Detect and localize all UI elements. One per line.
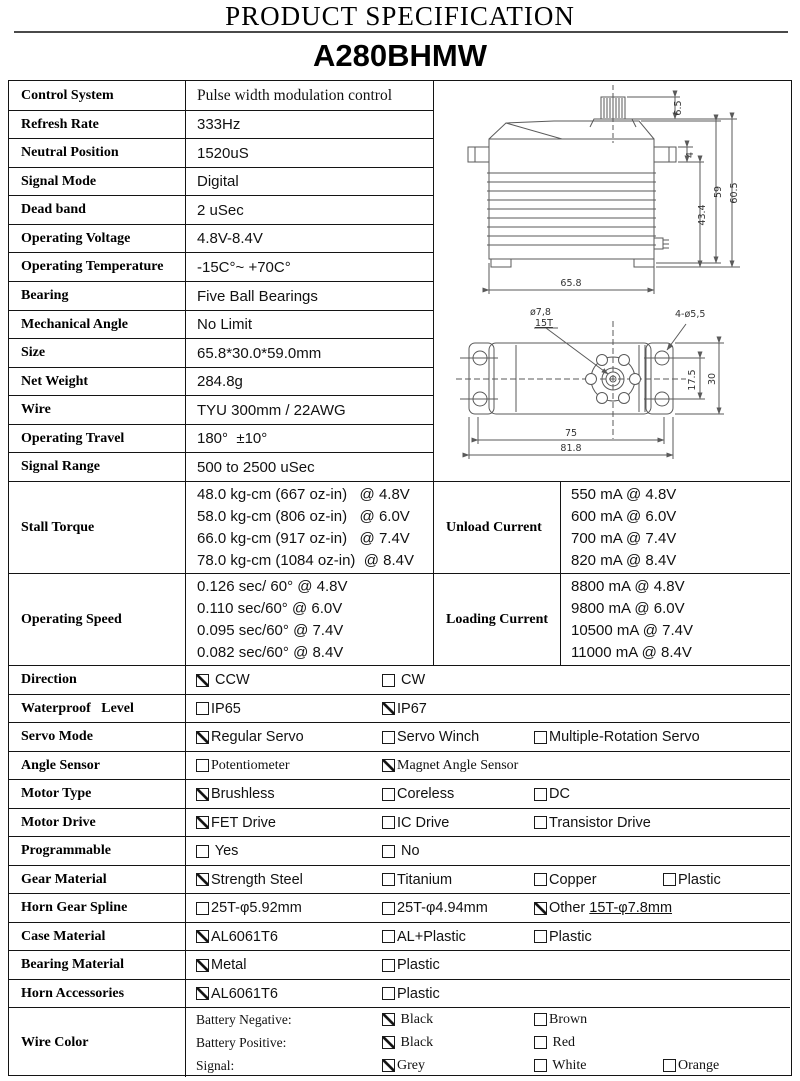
table-row — [9, 1007, 790, 1077]
checkbox-row-label: Motor Type — [9, 780, 186, 808]
table-row — [9, 110, 434, 138]
checkbox-options-cell — [186, 780, 790, 808]
checkbox-option — [196, 815, 276, 831]
checkbox-unchecked-icon — [534, 873, 547, 886]
option-label-underlined: 15T-φ7.8mm — [589, 900, 673, 916]
table-row — [9, 694, 790, 722]
spec-label: Bearing — [9, 282, 186, 310]
option-label: Yes — [211, 843, 239, 859]
option-label: AL+Plastic — [397, 928, 466, 945]
table-row — [9, 252, 434, 281]
option-label: Transistor Drive — [549, 814, 651, 831]
checkbox-option — [534, 1035, 575, 1051]
checkbox-option — [382, 729, 479, 745]
spec-table — [8, 80, 792, 1076]
checkbox-unchecked-icon — [382, 731, 395, 744]
dimension-label: 65.8 — [560, 278, 582, 289]
dimension-label: ø7,8 — [530, 307, 551, 318]
checkbox-option — [382, 843, 420, 859]
technical-drawing — [434, 81, 790, 480]
option-label: Coreless — [397, 786, 455, 802]
checkbox-checked-icon — [382, 1059, 395, 1072]
perf-line: 9800 mA @ 6.0V — [571, 600, 685, 617]
checkbox-row-label: Case Material — [9, 923, 186, 950]
checkbox-unchecked-icon — [382, 816, 395, 829]
spec-value: 1520uS — [197, 144, 249, 162]
table-row — [9, 573, 790, 665]
checkbox-unchecked-icon — [382, 674, 395, 687]
checkbox-option — [534, 786, 570, 802]
spec-value: 2 uSec — [197, 201, 244, 219]
checkbox-option — [382, 1012, 433, 1028]
table-row — [9, 367, 434, 395]
checkbox-options-cell — [186, 723, 790, 751]
perf-line: 0.095 sec/60° @ 7.4V — [197, 622, 344, 639]
option-label: Copper — [549, 871, 597, 888]
checkbox-row-label: Direction — [9, 666, 186, 694]
option-label: Brushless — [211, 786, 275, 802]
checkbox-option — [534, 815, 651, 831]
checkbox-unchecked-icon — [534, 731, 547, 744]
checkbox-options-cell — [186, 894, 790, 922]
option-label: AL6061T6 — [211, 928, 278, 945]
checkbox-unchecked-icon — [663, 873, 676, 886]
option-label: CW — [397, 672, 426, 688]
checkbox-checked-icon — [196, 731, 209, 744]
checkbox-unchecked-icon — [534, 1036, 547, 1049]
checkbox-checked-icon — [382, 1036, 395, 1049]
perf-left-label: Operating Speed — [9, 574, 186, 665]
spec-value: No Limit — [197, 316, 253, 333]
checkbox-unchecked-icon — [382, 902, 395, 915]
checkbox-checked-icon — [196, 959, 209, 972]
checkbox-option — [534, 900, 672, 916]
option-label: Plastic — [678, 871, 721, 888]
option-label: AL6061T6 — [211, 985, 278, 1002]
option-label: Strength Steel — [211, 871, 303, 888]
checkbox-unchecked-icon — [196, 702, 209, 715]
option-label: Red — [549, 1034, 576, 1050]
perf-line: 58.0 kg-cm (806 oz-in) @ 6.0V — [197, 508, 410, 525]
spec-label: Operating Voltage — [9, 225, 186, 252]
dimension-label: 59 — [713, 185, 724, 199]
checkbox-unchecked-icon — [534, 1059, 547, 1072]
option-label: Grey — [397, 1057, 425, 1073]
perf-right-values — [561, 482, 790, 573]
perf-line: 78.0 kg-cm (1084 oz-in) @ 8.4V — [197, 552, 414, 569]
perf-line: 820 mA @ 8.4V — [571, 552, 677, 569]
spec-value: 180° ±10° — [197, 430, 268, 447]
option-label: Black — [397, 1034, 434, 1050]
dimension-label: 81.8 — [560, 443, 582, 454]
checkbox-unchecked-icon — [196, 845, 209, 858]
spec-value: 65.8*30.0*59.0mm — [197, 344, 322, 362]
perf-line: 600 mA @ 6.0V — [571, 508, 677, 525]
perf-line: 0.110 sec/60° @ 6.0V — [197, 600, 343, 617]
table-row — [9, 224, 434, 252]
checkbox-options-cell — [186, 866, 790, 893]
option-label: Black — [397, 1011, 434, 1027]
checkbox-option — [382, 1035, 433, 1051]
checkbox-option — [196, 900, 302, 916]
spec-label: Wire — [9, 396, 186, 424]
table-row — [9, 310, 434, 338]
perf-line: 11000 mA @ 8.4V — [571, 644, 692, 661]
checkbox-checked-icon — [382, 1013, 395, 1026]
checkbox-checked-icon — [196, 873, 209, 886]
perf-line: 550 mA @ 4.8V — [571, 486, 677, 503]
checkbox-checked-icon — [534, 902, 547, 915]
checkbox-option — [196, 872, 303, 888]
spec-label: Net Weight — [9, 368, 186, 395]
dimension-label: 4-ø5,5 — [675, 309, 706, 320]
checkbox-unchecked-icon — [382, 788, 395, 801]
checkbox-checked-icon — [196, 987, 209, 1000]
checkbox-row-label: Bearing Material — [9, 951, 186, 979]
option-label: Potentiometer — [211, 757, 290, 773]
option-label: Titanium — [397, 871, 453, 888]
table-row — [9, 665, 790, 694]
checkbox-option — [534, 929, 592, 945]
checkbox-row-label: Waterproof Level — [9, 695, 186, 722]
checkbox-option — [382, 929, 466, 945]
checkbox-option — [534, 1012, 587, 1028]
checkbox-option — [663, 872, 721, 888]
dimension-label: 60.5 — [729, 182, 740, 204]
checkbox-unchecked-icon — [382, 987, 395, 1000]
table-row — [9, 779, 790, 808]
checkbox-option — [382, 986, 440, 1002]
option-label: Plastic — [549, 928, 592, 945]
table-row — [9, 922, 790, 950]
table-row — [9, 81, 434, 110]
perf-line: 0.126 sec/ 60° @ 4.8V — [197, 578, 348, 595]
checkbox-options-cell — [186, 951, 790, 979]
title-divider — [14, 31, 788, 33]
spec-value: 500 to 2500 uSec — [197, 458, 315, 476]
wire-color-line — [186, 1054, 790, 1077]
wire-color-line — [186, 1031, 790, 1054]
checkbox-option — [196, 701, 241, 717]
option-label: DC — [549, 786, 570, 802]
perf-line: 8800 mA @ 4.8V — [571, 578, 685, 595]
perf-line: 700 mA @ 7.4V — [571, 530, 677, 547]
dimension-label: 43.4 — [697, 204, 708, 226]
spec-label: Signal Mode — [9, 168, 186, 195]
checkbox-options-cell — [186, 666, 790, 694]
checkbox-options-cell — [186, 837, 790, 865]
checkbox-unchecked-icon — [534, 1013, 547, 1026]
spec-value: Digital — [197, 173, 239, 190]
option-label: Regular Servo — [211, 729, 304, 745]
perf-right-label: Unload Current — [434, 482, 561, 573]
option-label: IP65 — [211, 700, 241, 717]
spec-value: 333Hz — [197, 116, 241, 133]
spec-value: 4.8V-8.4V — [197, 230, 263, 247]
checkbox-option — [382, 786, 454, 802]
spec-label: Dead band — [9, 196, 186, 224]
dimension-label: 30 — [707, 372, 718, 386]
checkbox-option — [196, 957, 246, 973]
spec-label: Size — [9, 339, 186, 367]
perf-right-label: Loading Current — [434, 574, 561, 665]
dimension-label: 15T — [535, 318, 553, 329]
perf-left-values — [186, 482, 434, 573]
table-row — [9, 138, 434, 167]
table-row — [9, 979, 790, 1007]
table-row — [9, 195, 434, 224]
dimension-labels — [530, 100, 740, 454]
model-name: A280BHMW — [313, 38, 487, 73]
option-label: Brown — [549, 1011, 588, 1027]
spec-value: 284.8g — [197, 373, 243, 390]
technical-drawing-cell — [433, 81, 790, 481]
checkbox-option — [534, 1058, 586, 1074]
table-row — [9, 751, 790, 779]
option-label: 25T-φ5.92mm — [211, 900, 302, 916]
checkbox-checked-icon — [196, 816, 209, 829]
side-view-drawing — [468, 85, 740, 294]
option-label: Metal — [211, 957, 247, 973]
checkbox-unchecked-icon — [196, 759, 209, 772]
table-row — [9, 424, 434, 452]
spec-label: Mechanical Angle — [9, 311, 186, 338]
checkbox-checked-icon — [196, 674, 209, 687]
checkbox-options-cell — [186, 752, 790, 779]
checkbox-unchecked-icon — [534, 930, 547, 943]
table-row — [9, 281, 434, 310]
wire-color-line — [186, 1008, 790, 1031]
dimension-label: 75 — [564, 428, 578, 439]
spec-value: TYU 300mm / 22AWG — [197, 401, 346, 419]
spec-value: Five Ball Bearings — [197, 287, 318, 305]
table-row — [9, 950, 790, 979]
spec-label: Control System — [9, 81, 186, 110]
checkbox-option — [382, 900, 488, 916]
perf-left-values — [186, 574, 434, 665]
spec-label: Refresh Rate — [9, 111, 186, 138]
checkbox-row-label: Horn Gear Spline — [9, 894, 186, 922]
checkbox-unchecked-icon — [534, 816, 547, 829]
perf-left-label: Stall Torque — [9, 482, 186, 573]
perf-right-values — [561, 574, 790, 665]
checkbox-options-cell — [186, 809, 790, 836]
option-label: IC Drive — [397, 814, 450, 831]
checkbox-unchecked-icon — [534, 788, 547, 801]
checkbox-option — [196, 929, 278, 945]
checkbox-row-label: Horn Accessories — [9, 980, 186, 1007]
table-row — [9, 865, 790, 893]
table-row — [9, 808, 790, 836]
checkbox-checked-icon — [382, 759, 395, 772]
perf-line: 10500 mA @ 7.4V — [571, 622, 693, 639]
spec-value: Pulse width modulation control — [197, 86, 393, 104]
table-row — [9, 481, 790, 573]
checkbox-checked-icon — [196, 930, 209, 943]
checkbox-option — [196, 758, 290, 774]
table-row — [9, 893, 790, 922]
option-label: Orange — [678, 1057, 720, 1073]
table-row — [9, 167, 434, 195]
option-label: Plastic — [397, 957, 440, 973]
wire-color-cell — [186, 1008, 790, 1077]
checkbox-option — [196, 786, 275, 802]
spec-label: Operating Temperature — [9, 253, 186, 281]
option-label: Servo Winch — [397, 729, 480, 745]
checkbox-options-cell — [186, 980, 790, 1007]
option-label: Magnet Angle Sensor — [397, 757, 519, 773]
option-label: Multiple-Rotation Servo — [549, 729, 700, 745]
checkbox-unchecked-icon — [382, 845, 395, 858]
spec-label: Operating Travel — [9, 425, 186, 452]
checkbox-option — [534, 729, 700, 745]
table-row — [9, 395, 434, 424]
checkbox-option — [534, 872, 597, 888]
option-label: CCW — [211, 672, 250, 688]
top-view-drawing — [456, 321, 724, 459]
dimension-label: 17.5 — [687, 369, 698, 391]
wire-color-line-name: Battery Positive: — [196, 1034, 287, 1050]
option-label: No — [397, 843, 420, 859]
option-label: White — [549, 1057, 587, 1073]
checkbox-checked-icon — [196, 788, 209, 801]
checkbox-option — [382, 1058, 425, 1074]
checkbox-option — [196, 986, 278, 1002]
page-title: PRODUCT SPECIFICATION — [225, 1, 575, 31]
option-label: IP67 — [397, 700, 427, 717]
checkbox-option — [382, 701, 427, 717]
checkbox-unchecked-icon — [382, 959, 395, 972]
perf-line: 48.0 kg-cm (667 oz-in) @ 4.8V — [197, 486, 410, 503]
checkbox-row-label: Gear Material — [9, 866, 186, 893]
checkbox-unchecked-icon — [382, 873, 395, 886]
checkbox-option — [382, 957, 440, 973]
spec-value: -15C°~ +70C° — [197, 258, 291, 276]
checkbox-option — [663, 1058, 719, 1074]
table-row — [9, 836, 790, 865]
checkbox-checked-icon — [382, 702, 395, 715]
checkbox-row-label: Servo Mode — [9, 723, 186, 751]
table-row — [9, 722, 790, 751]
option-label: Other — [549, 900, 590, 916]
checkbox-options-cell — [186, 923, 790, 950]
checkbox-option — [382, 815, 449, 831]
checkbox-option — [196, 729, 304, 745]
checkbox-row-label: Angle Sensor — [9, 752, 186, 779]
option-label: Plastic — [397, 985, 440, 1002]
option-label: FET Drive — [211, 814, 276, 831]
spec-label: Signal Range — [9, 453, 186, 481]
wire-color-line-name: Signal: — [196, 1057, 235, 1073]
checkbox-row-label: Programmable — [9, 837, 186, 865]
checkbox-option — [196, 843, 238, 859]
checkbox-unchecked-icon — [663, 1059, 676, 1072]
perf-line: 66.0 kg-cm (917 oz-in) @ 7.4V — [197, 530, 410, 547]
option-label: 25T-φ4.94mm — [397, 900, 488, 916]
checkbox-row-label: Motor Drive — [9, 809, 186, 836]
checkbox-option — [196, 672, 250, 688]
perf-line: 0.082 sec/60° @ 8.4V — [197, 644, 344, 661]
checkbox-options-cell — [186, 695, 790, 722]
checkbox-option — [382, 758, 518, 774]
table-row — [9, 338, 434, 367]
wire-color-line-name: Battery Negative: — [196, 1011, 292, 1027]
checkbox-unchecked-icon — [196, 902, 209, 915]
checkbox-option — [382, 672, 425, 688]
wire-color-label: Wire Color — [9, 1008, 186, 1077]
table-row — [9, 452, 434, 481]
spec-label: Neutral Position — [9, 139, 186, 167]
dimension-label: 4 — [685, 151, 696, 159]
checkbox-option — [382, 872, 452, 888]
checkbox-unchecked-icon — [382, 930, 395, 943]
dimension-label: 6.5 — [673, 100, 684, 116]
